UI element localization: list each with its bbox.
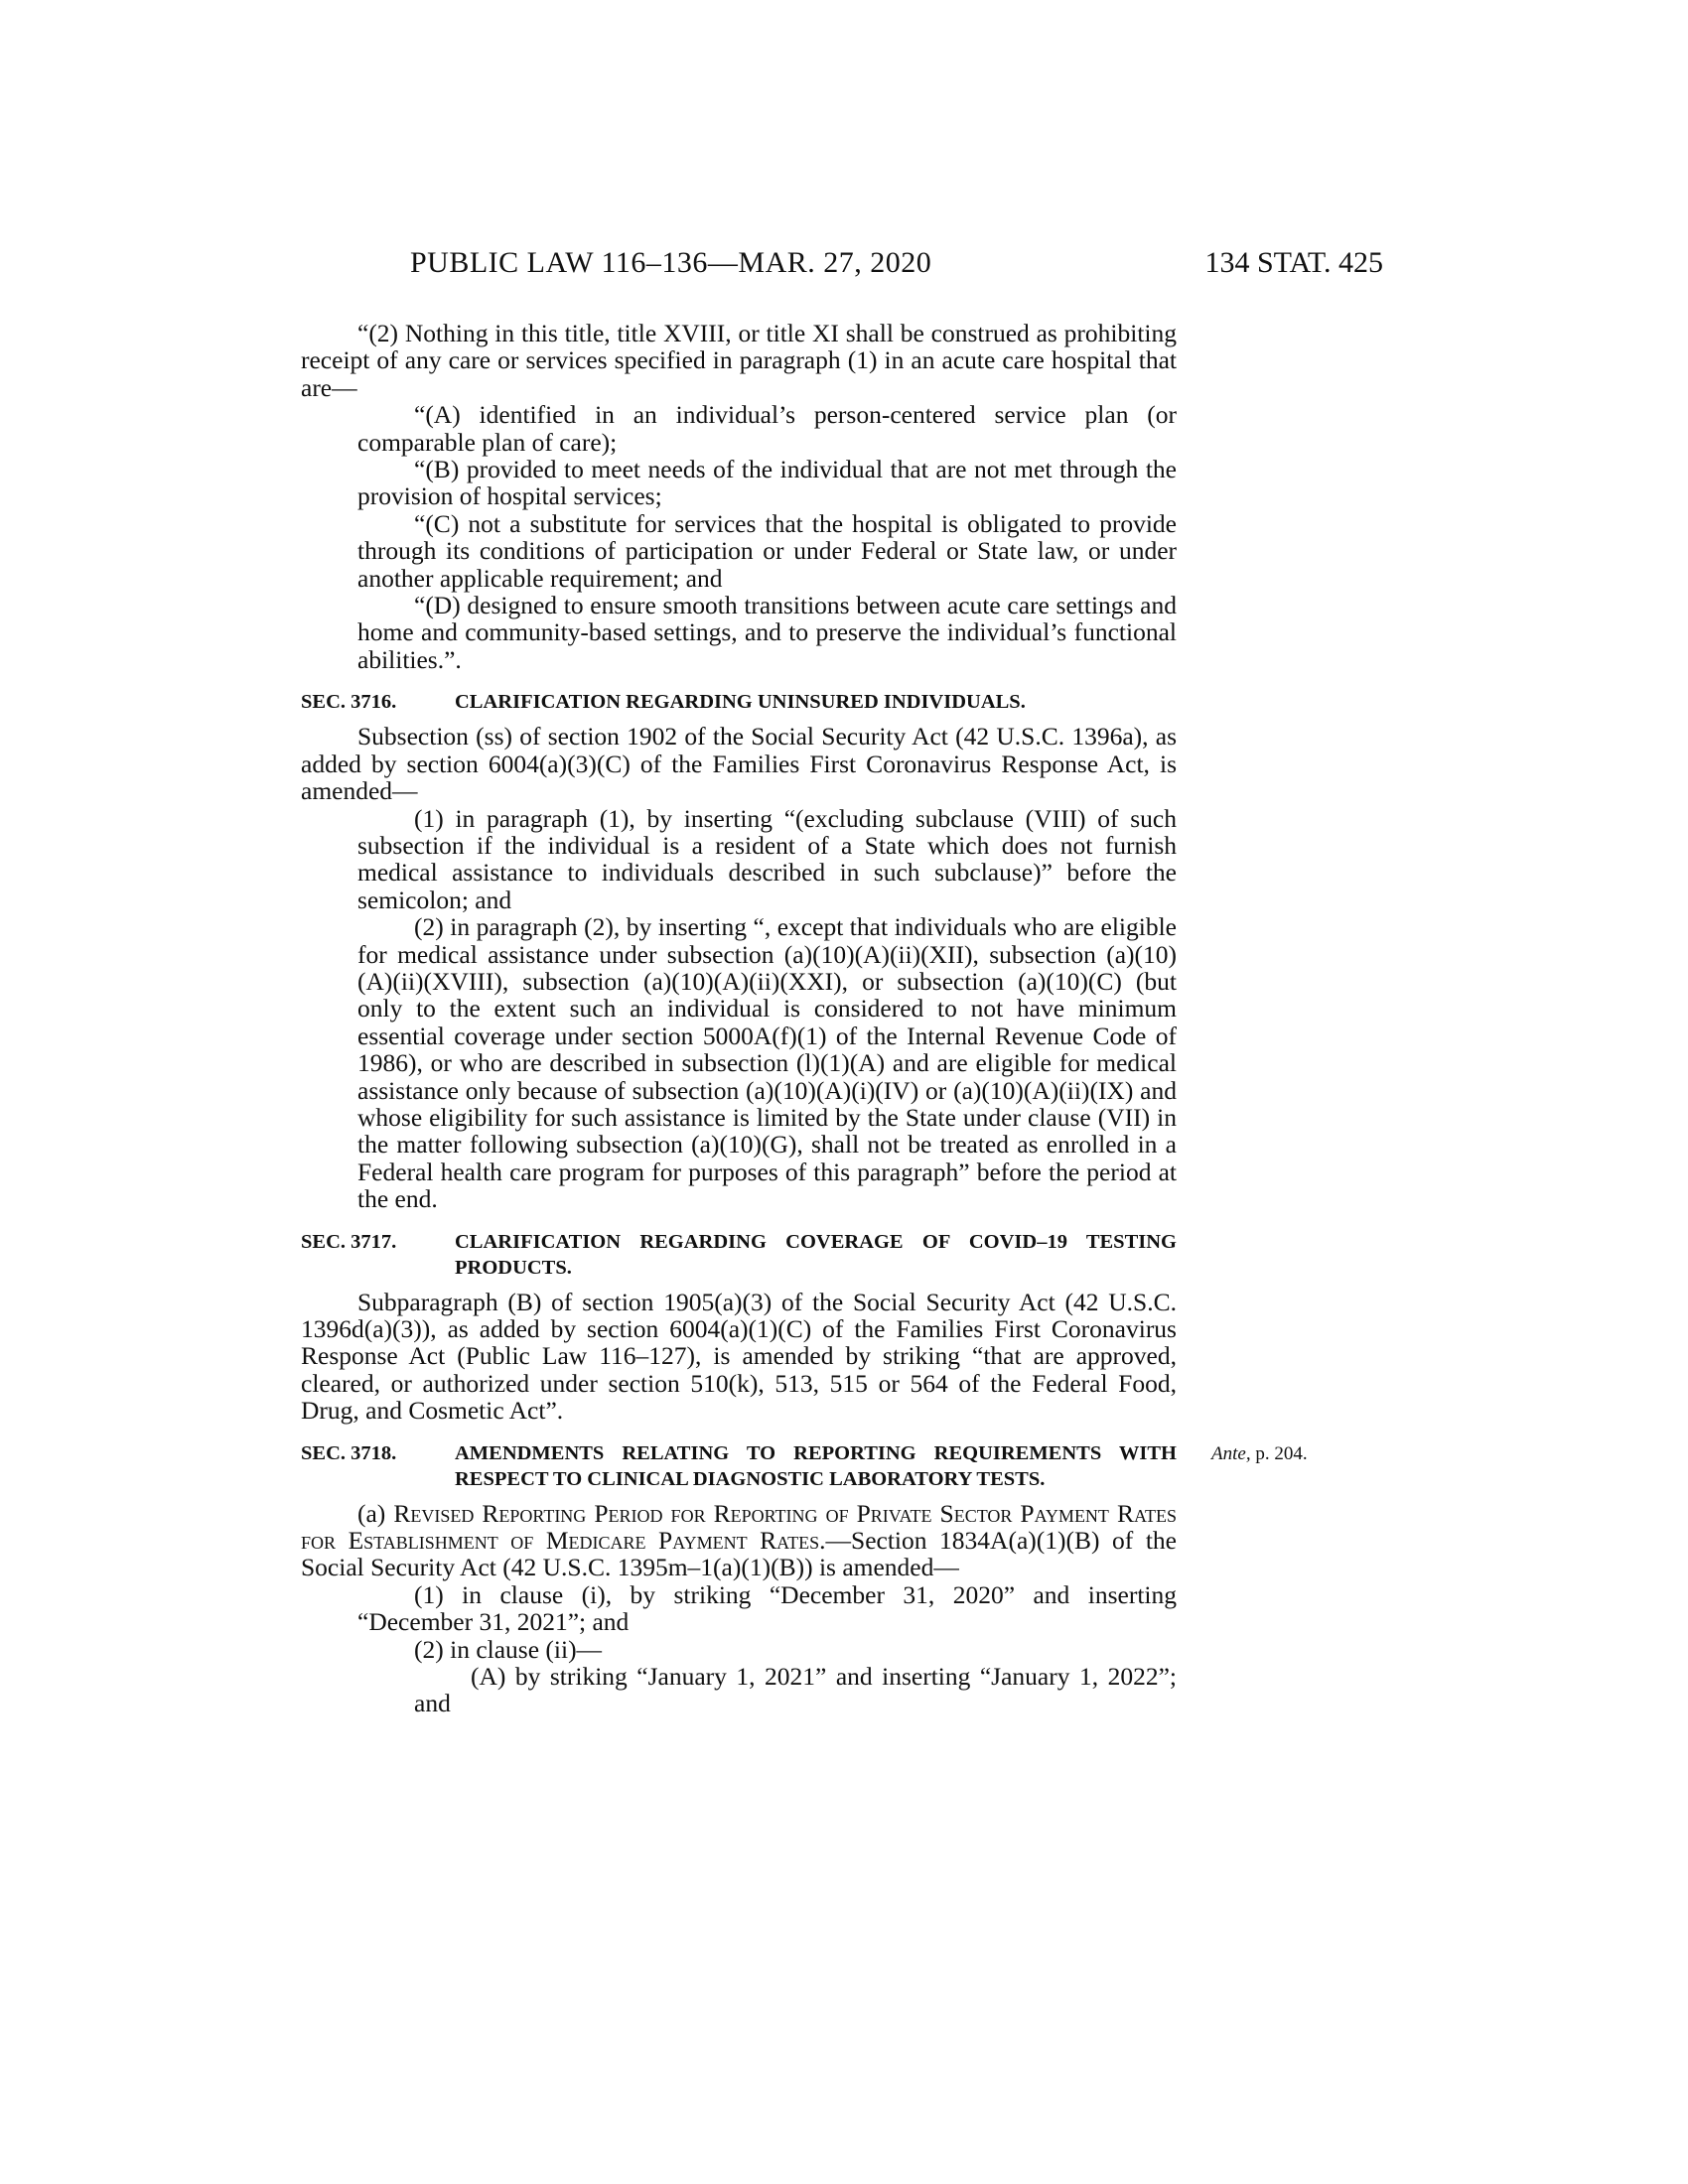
section-3718-subsection-a [301, 1500, 1177, 1581]
subparagraph-a: “(A) identified in an individual’s person-centered service plan (or comparable plan of care); [357, 400, 1177, 457]
section-3716-heading [301, 689, 1177, 715]
subparagraph-b: “(B) provided to meet needs of the individual that are not met through the provision of hospital services; [357, 455, 1177, 511]
section-number: SEC. 3717. [301, 1230, 397, 1253]
section-3717-heading [301, 1229, 1177, 1281]
section-3718-heading [301, 1440, 1177, 1492]
subsection-body: —Section 1834A(a)(1)(B) of the Social Security Act (42 U.S.C. 1395m–1(a)(1)(B)) is amended— [301, 1526, 1177, 1582]
section-3716-item-2: (2) in paragraph (2), by inserting “, except that individuals who are eligible for medical assistance under subsection (a)(10)(A)(ii)(XII), subsection (a)(10)(A)(ii)(XVIII), subsection (a)(10)(A)(ii)(XXI), or subsection (a)(10)(C) (but only to the extent such an individual is considered to not have minimum essential coverage under section 5000A(f)(1) of the Internal Revenue Code of 1986), or who are described in subsection (l)(1)(A) and are eligible for medical assistance only because of subsection (a)(10)(A)(i)(IV) or (a)(10)(A)(ii)(IX) and whose eligibility for such assistance is limited by the State under clause (VII) in the matter following subsection (a)(10)(G), shall not be treated as enrolled in a Federal health care program for purposes of this paragraph” before the period at the end. [357, 912, 1177, 1214]
page-header [301, 246, 1383, 286]
section-title: CLARIFICATION REGARDING COVERAGE OF COVID–19 TESTING PRODUCTS. [455, 1230, 1177, 1279]
subparagraph-d: “(D) designed to ensure smooth transitions between acute care settings and home and community-based settings, and to preserve the individual’s functional abilities.”. [357, 591, 1177, 674]
paragraph-2: “(2) Nothing in this title, title XVIII, or title XI shall be construed as prohibiting receipt of any care or services specified in paragraph (1) in an acute care hospital that are— [301, 319, 1177, 402]
section-number: SEC. 3716. [301, 691, 397, 714]
margin-note-page: p. 204. [1255, 1443, 1308, 1464]
section-title: AMENDMENTS RELATING TO REPORTING REQUIREMENTS WITH RESPECT TO CLINICAL DIAGNOSTIC LABORATORY TESTS. [455, 1441, 1177, 1490]
margin-note-ante: Ante, [1211, 1443, 1251, 1464]
section-3716-item-1: (1) in paragraph (1), by inserting “(excluding subclause (VIII) of such subsection if the individual is a resident of a State which does not furnish medical assistance to individuals described in such subclause)” before the semicolon; and [357, 803, 1177, 914]
section-3718-item-a: (A) by striking “January 1, 2021” and inserting “January 1, 2022”; and [414, 1662, 1177, 1718]
subsection-label: (a) [357, 1498, 394, 1528]
section-3716-intro: Subsection (ss) of section 1902 of the Social Security Act (42 U.S.C. 1396a), as added by section 6004(a)(3)(C) of the Families First Coronavirus Response Act, is amended— [301, 722, 1177, 806]
margin-note [1211, 1443, 1308, 1465]
section-title: CLARIFICATION REGARDING UNINSURED INDIVIDUALS. [455, 691, 1026, 714]
section-3717-body: Subparagraph (B) of section 1905(a)(3) of the Social Security Act (42 U.S.C. 1396d(a)(3)), as added by section 6004(a)(1)(C) of the Families First Coronavirus Response Act (Public Law 116–127), is amended by striking “that are approved, cleared, or authorized under section 510(k), 513, 515 or 564 of the Federal Food, Drug, and Cosmetic Act”. [301, 1287, 1177, 1426]
section-number: SEC. 3718. [301, 1441, 397, 1464]
section-3718-item-1: (1) in clause (i), by striking “December 31, 2020” and inserting “December 31, 2021”; and [357, 1579, 1177, 1637]
page-title: PUBLIC LAW 116–136—MAR. 27, 2020 [410, 246, 932, 279]
page-stat-number: 134 STAT. 425 [1204, 246, 1383, 279]
document-body [301, 320, 1177, 1717]
section-3718-item-2: (2) in clause (ii)— [414, 1634, 603, 1664]
subparagraph-c: “(C) not a substitute for services that the hospital is obligated to provide through its conditions of participation or under Federal or State law, or under another applicable requirement; and [357, 508, 1177, 593]
subsection-title: Revised Reporting Period for Reporting of Private Sector Payment Rates for Establishment of Medicare Payment Rates. [301, 1498, 1177, 1556]
